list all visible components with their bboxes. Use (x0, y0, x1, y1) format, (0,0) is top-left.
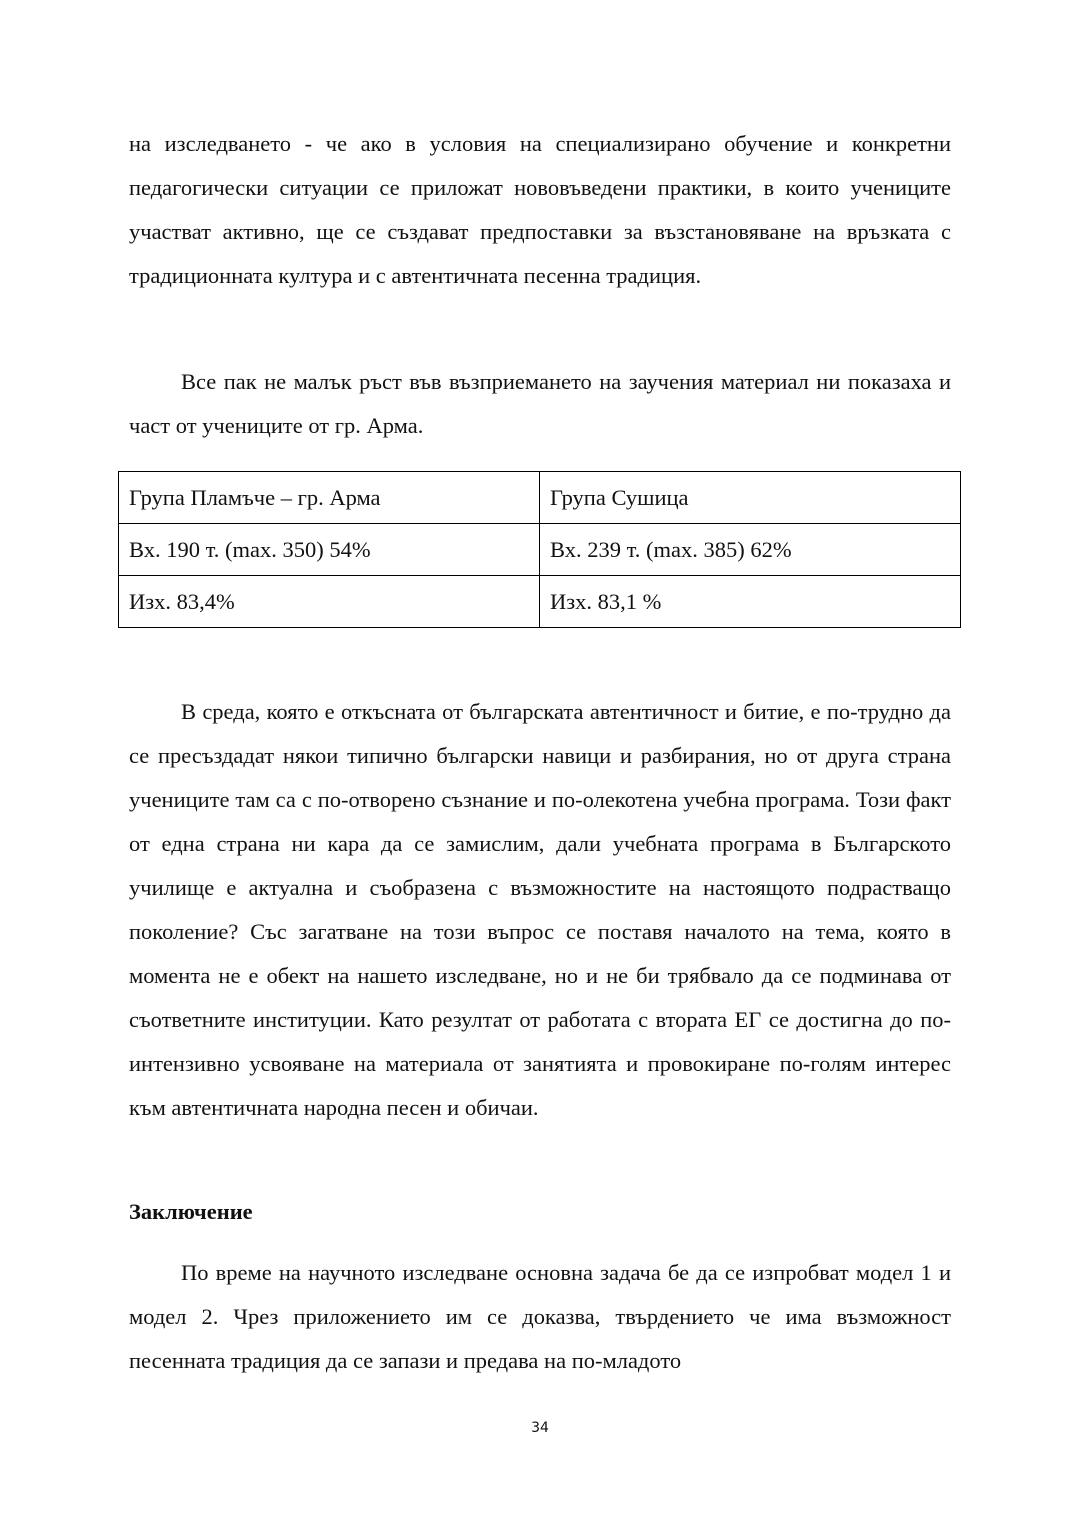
table-cell-entry-plamache: Вх. 190 т. (max. 350) 54% (119, 524, 540, 576)
table-cell-entry-sushitsa: Вх. 239 т. (max. 385) 62% (540, 524, 961, 576)
table-cell-group-sushitsa: Група Сушица (540, 472, 961, 524)
paragraph-conclusion: По време на научното изследване основна задача бе да се изпробват модел 1 и модел 2. Чрез приложението им се доказва, твърдението че има възможност песенната традиция да се запази и предава на по-младото (129, 1260, 951, 1373)
paragraph-environment-discussion: В среда, която е откъсната от българската автентичност и битие, е по-трудно да се пресъздадат някои типично български навици и разбирания, но от друга страна учениците там са с по-отворено съзнание и по-олекотена учебна програма. Този факт от една страна ни кара да се замислим, дали учебната програма в Българското училище е актуална и съобразена с възможностите на настоящото подрастващо поколение? Със загатване на този въпрос се поставя началото на тема, която в момента не е обект на нашето изследване, но и не би трябвало да се подминава от съответните институции. Като резултат от работата с втората ЕГ се достигна до по-интензивно усвояване на материала от занятията и провокиране по-голям интерес към автентичната народна песен и обичаи. (129, 699, 951, 1120)
section-heading-conclusion: Заключение (129, 1199, 253, 1224)
table-row (119, 576, 961, 628)
page-number: 34 (531, 1420, 549, 1436)
table-cell-group-plamache: Група Пламъче – гр. Арма (119, 472, 540, 524)
table-cell-exit-plamache: Изх. 83,4% (119, 576, 540, 628)
paragraph-arma-growth: Все пак не малък ръст във възприемането на заучения материал ни показаха и част от учениците от гр. Арма. (129, 369, 951, 438)
results-table (118, 471, 961, 628)
table-cell-exit-sushitsa: Изх. 83,1 % (540, 576, 961, 628)
paragraph-research-hypothesis: на изследването - че ако в условия на специализирано обучение и конкретни педагогически ситуации се приложат нововъведени практики, в които учениците участват активно, ще се създават предпоставки за възстановяване на връзката с традиционната култура и с автентичната песенна традиция. (129, 131, 951, 288)
table-row (119, 524, 961, 576)
table-row (119, 472, 961, 524)
